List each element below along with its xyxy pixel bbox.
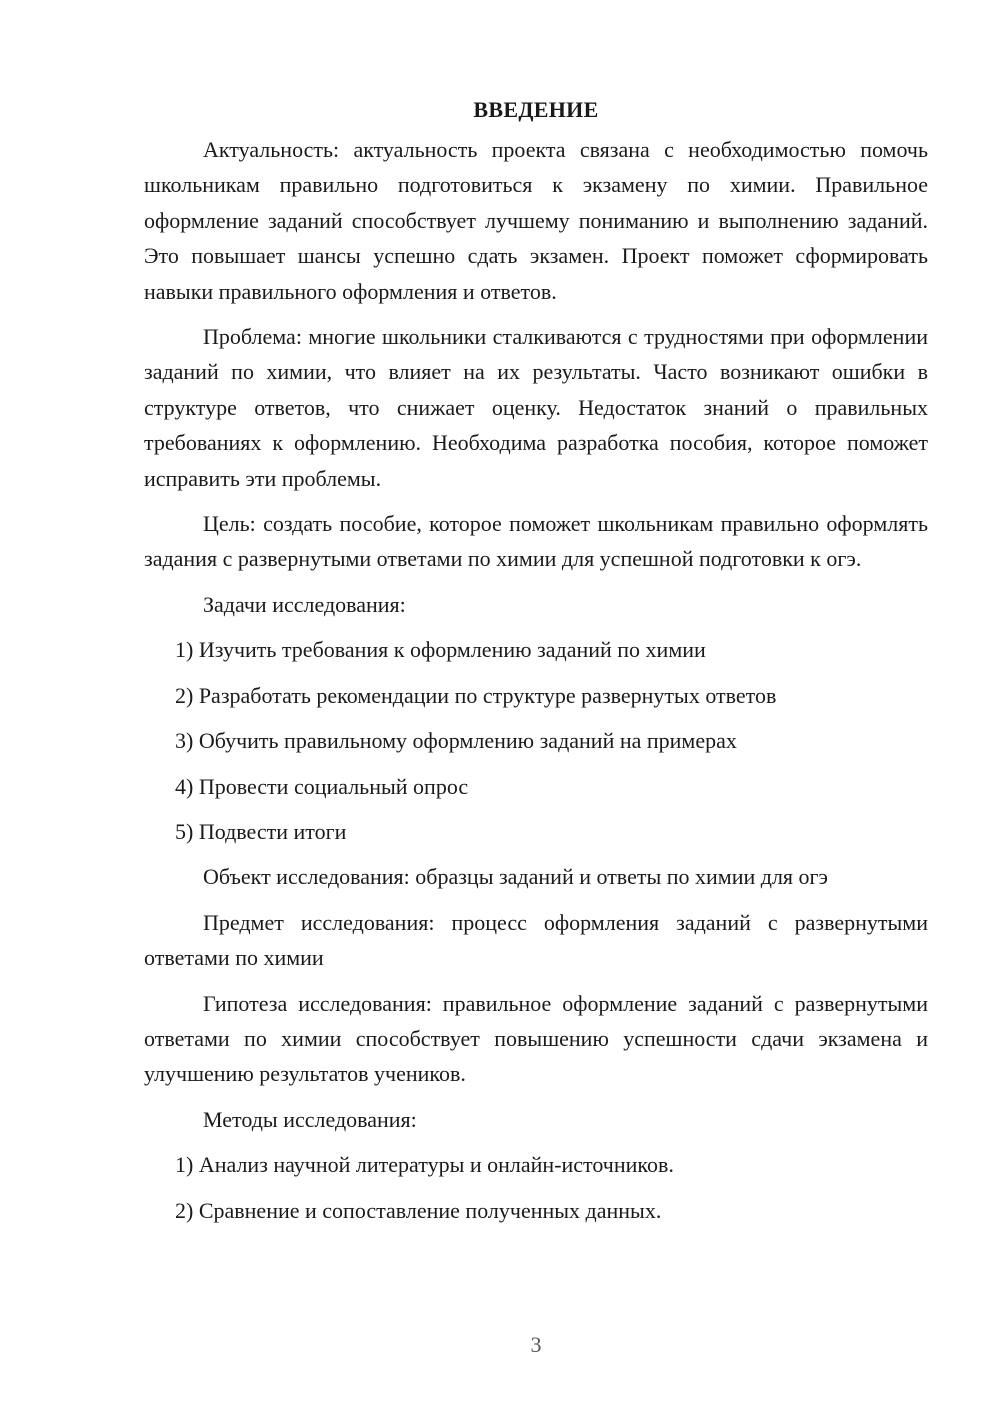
section-title: ВВЕДЕНИЕ (473, 97, 599, 122)
task-item: 4) Провести социальный опрос (175, 773, 469, 799)
hypothesis-paragraph: Гипотеза исследования: правильное оформление заданий с развернутыми ответами по химии способствует повышению успешности сдачи экзамена и улучшению результатов учеников. (144, 990, 928, 1087)
goal-paragraph: Цель: создать пособие, которое поможет школьникам правильно оформлять задания с развернутыми ответами по химии для успешной подготовки к огэ. (144, 511, 928, 572)
subject-paragraph: Предмет исследования: процесс оформления заданий с развернутыми ответами по химии (144, 909, 928, 971)
tasks-list (144, 632, 928, 849)
task-item: 1) Изучить требования к оформлению заданий по химии (175, 637, 706, 663)
problem-paragraph: Проблема: многие школьники сталкиваются с трудностями при оформлении заданий по химии, что влияет на их результаты. Часто возникают ошибки в структуре ответов, что снижает оценку. Недостаток знаний о правильных требованиях к оформлению. Необходима разработка пособия, которое поможет исправить эти проблемы. (144, 324, 928, 491)
relevance-paragraph: Актуальность: актуальность проекта связана с необходимостью помочь школьникам правильно подготовиться к экзамену по химии. Правильное оформление заданий способствует лучшему пониманию и выполнению заданий. Это повышает шансы успешно сдать экзамен. Проект поможет сформировать навыки правильного оформления и ответов. (144, 137, 928, 304)
task-item: 5) Подвести итоги (175, 818, 347, 844)
task-item: 3) Обучить правильному оформлению заданий на примерах (175, 728, 737, 754)
method-item: 1) Анализ научной литературы и онлайн-источников. (175, 1152, 674, 1178)
methods-label: Методы исследования: (203, 1106, 417, 1132)
method-item: 2) Сравнение и сопоставление полученных данных. (175, 1197, 662, 1223)
methods-list (144, 1147, 928, 1228)
object-paragraph: Объект исследования: образцы заданий и ответы по химии для огэ (203, 864, 829, 890)
tasks-label: Задачи исследования: (203, 591, 406, 617)
document-page (144, 92, 928, 1238)
page-number: 3 (530, 1332, 542, 1357)
task-item: 2) Разработать рекомендации по структуре развернутых ответов (175, 682, 777, 708)
